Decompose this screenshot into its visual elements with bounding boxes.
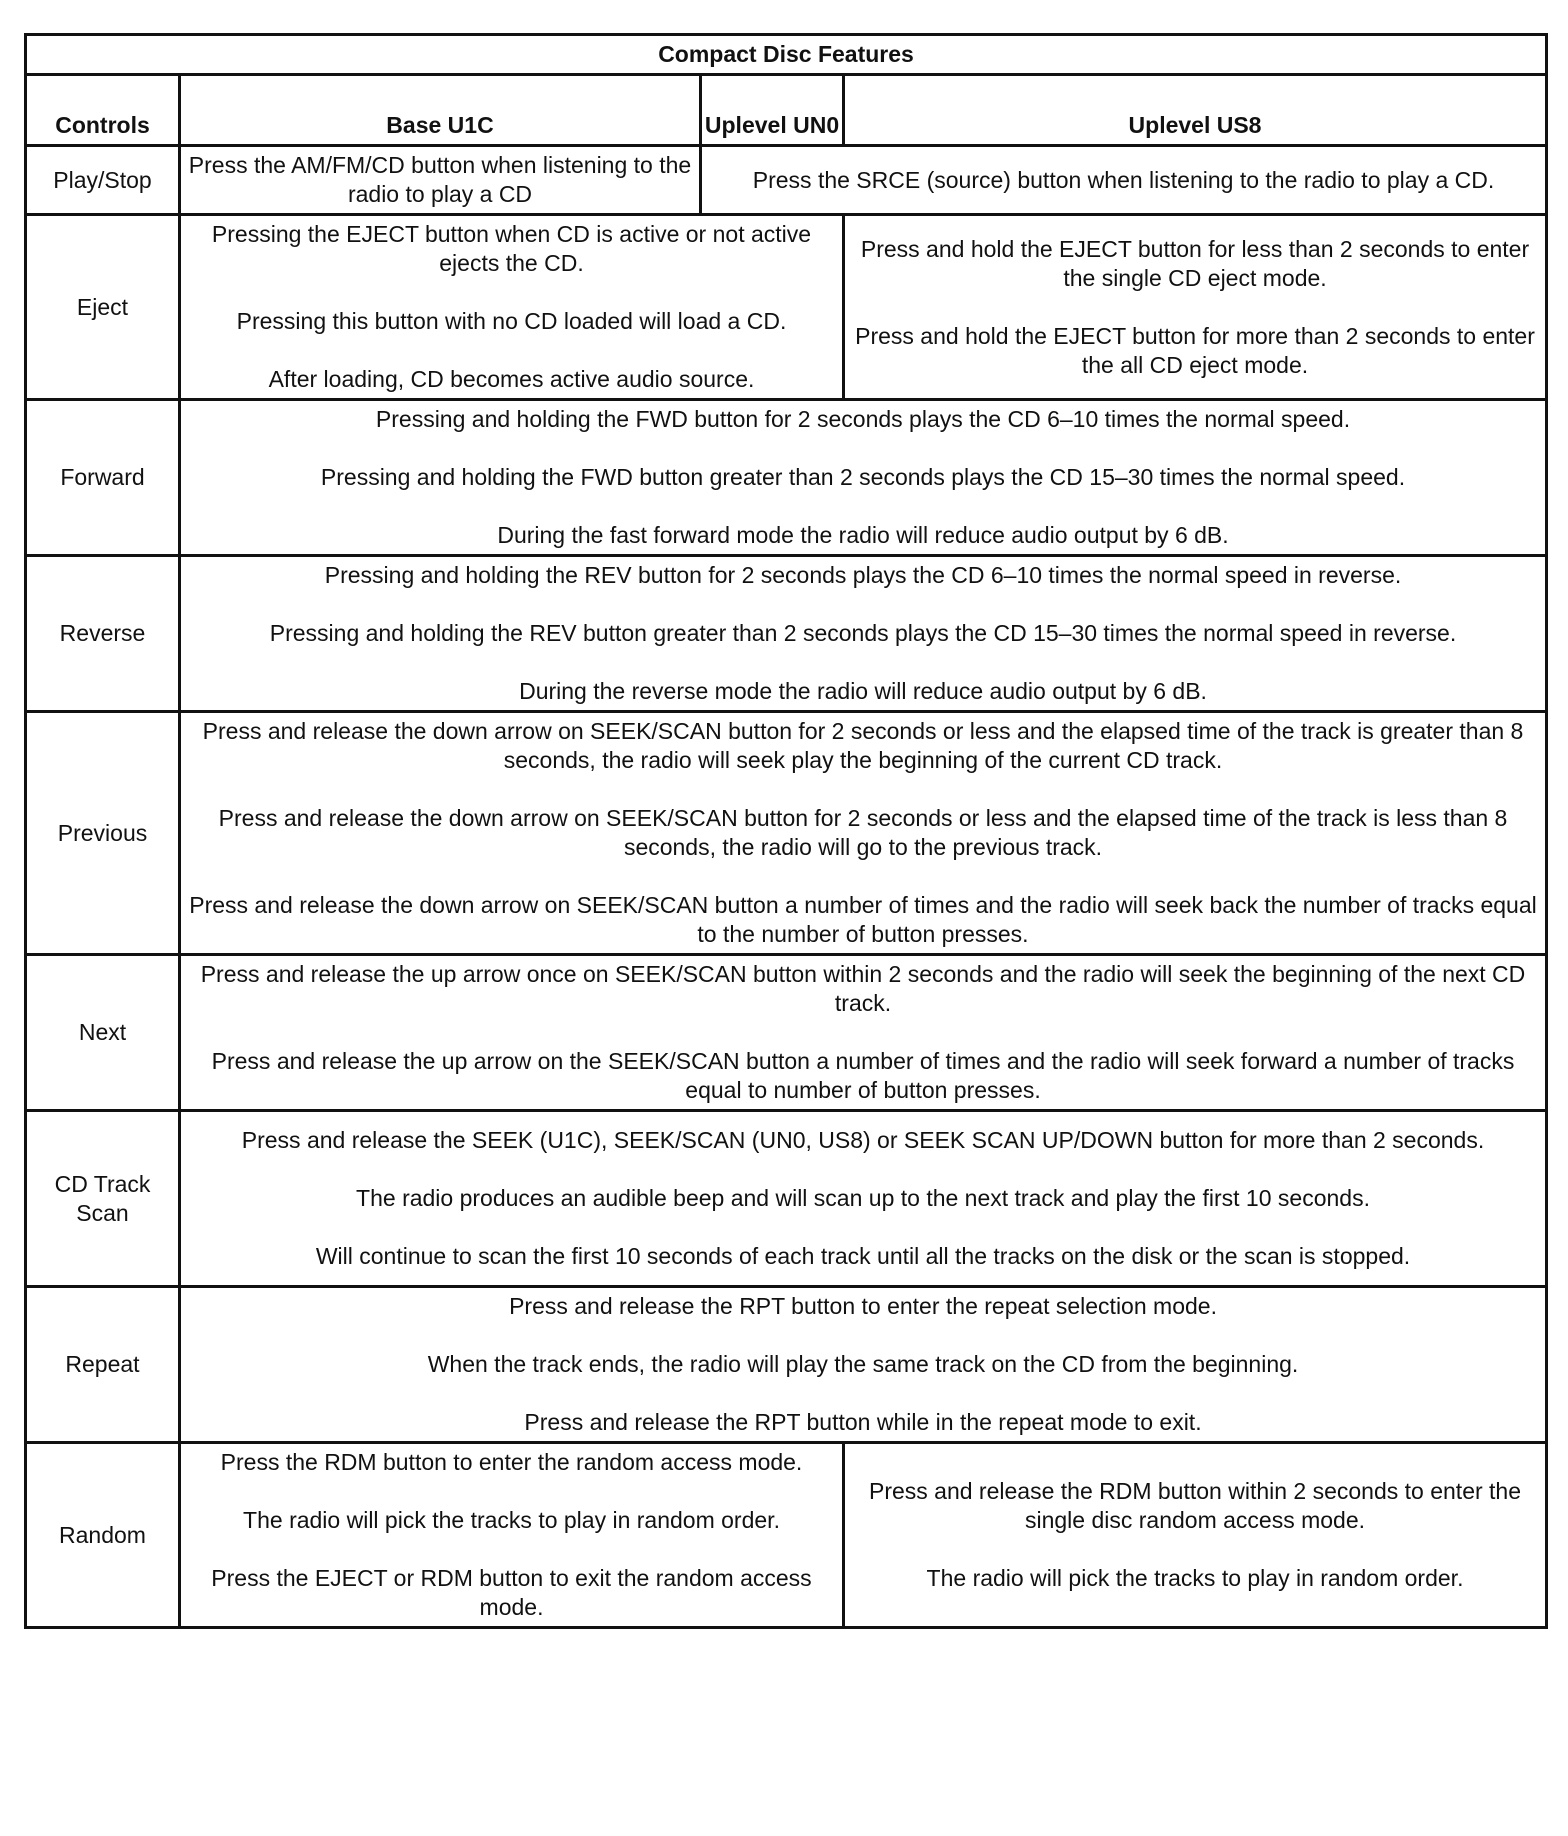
cell-text: The radio will pick the tracks to play in random order. [926, 1565, 1464, 1591]
control-label: Forward [26, 400, 180, 556]
cell-text: Press and release the RPT button to enter the repeat selection mode. [509, 1293, 1217, 1319]
table-row [26, 1111, 1547, 1287]
cell-text: During the fast forward mode the radio will reduce audio output by 6 dB. [497, 522, 1229, 548]
cell-text: Press and release the up arrow on the SEEK/SCAN button a number of times and the radio will seek forward a number of tracks equal to number of button presses. [211, 1048, 1515, 1103]
uplevel-cell [701, 146, 1547, 215]
all-models-cell [180, 955, 1547, 1111]
cell-text: Press and release the up arrow once on SEEK/SCAN button within 2 seconds and the radio will seek the beginning of the next CD track. [200, 961, 1526, 1016]
table-row [26, 1287, 1547, 1443]
header-row [26, 75, 1547, 146]
all-models-cell [180, 1111, 1547, 1287]
base-un0-cell [180, 1443, 844, 1628]
features-table-container [24, 33, 1545, 1629]
control-label: Play/Stop [26, 146, 180, 215]
control-label: Random [26, 1443, 180, 1628]
cell-text: Press and release the RPT button while in the repeat mode to exit. [524, 1409, 1202, 1435]
all-models-cell [180, 556, 1547, 712]
cell-text: Pressing and holding the FWD button for 2 seconds plays the CD 6–10 times the normal speed. [375, 406, 1351, 432]
cell-text: Pressing this button with no CD loaded will load a CD. [236, 308, 787, 334]
control-label: Repeat [26, 1287, 180, 1443]
us8-cell [844, 215, 1547, 400]
cell-text: Press the RDM button to enter the random access mode. [220, 1449, 803, 1475]
cell-text: Press the EJECT or RDM button to exit the random access mode. [211, 1565, 812, 1620]
cell-text: The radio produces an audible beep and will scan up to the next track and play the first 10 seconds. [356, 1185, 1370, 1211]
cell-text: Will continue to scan the first 10 seconds of each track until all the tracks on the disk or the scan is stopped. [315, 1243, 1411, 1269]
control-label: CD Track Scan [26, 1111, 180, 1287]
table-row [26, 215, 1547, 400]
title-row [26, 35, 1547, 75]
cell-text: The radio will pick the tracks to play in random order. [243, 1507, 780, 1533]
control-label: Reverse [26, 556, 180, 712]
header-uplevel-us8: Uplevel US8 [844, 75, 1547, 146]
cell-text: Pressing and holding the FWD button greater than 2 seconds plays the CD 15–30 times the normal speed. [320, 464, 1406, 490]
cell-text: After loading, CD becomes active audio source. [268, 366, 755, 392]
cell-text: Press and release the down arrow on SEEK/SCAN button for 2 seconds or less and the elapsed time of the track is less than 8 seconds, the radio will go to the previous track. [218, 805, 1508, 860]
header-controls: Controls [26, 75, 180, 146]
cell-text: When the track ends, the radio will play the same track on the CD from the beginning. [427, 1351, 1299, 1377]
control-label: Next [26, 955, 180, 1111]
header-uplevel-un0: Uplevel UN0 [701, 75, 844, 146]
base-cell [180, 146, 701, 215]
base-un0-cell [180, 215, 844, 400]
cell-text: During the reverse mode the radio will reduce audio output by 6 dB. [519, 678, 1207, 704]
header-base-u1c: Base U1C [180, 75, 701, 146]
cell-text: Press and release the down arrow on SEEK/SCAN button for 2 seconds or less and the elapsed time of the track is greater than 8 seconds, the radio will seek play the beginning of the current CD track. [202, 718, 1524, 773]
cell-text: Press the AM/FM/CD button when listening to the radio to play a CD [188, 152, 692, 207]
cell-text: Pressing and holding the REV button for 2 seconds plays the CD 6–10 times the normal speed in reverse. [324, 562, 1402, 588]
control-label: Previous [26, 712, 180, 955]
cell-text: Press and hold the EJECT button for less than 2 seconds to enter the single CD eject mode. [860, 235, 1530, 291]
table-row [26, 712, 1547, 955]
cell-text: Press and hold the EJECT button for more than 2 seconds to enter the all CD eject mode. [855, 322, 1535, 378]
all-models-cell [180, 1287, 1547, 1443]
table-title: Compact Disc Features [26, 35, 1547, 75]
us8-cell [844, 1443, 1547, 1628]
table-row [26, 146, 1547, 215]
all-models-cell [180, 712, 1547, 955]
table-row [26, 400, 1547, 556]
table-row [26, 556, 1547, 712]
compact-disc-features-table [24, 33, 1548, 1629]
all-models-cell [180, 400, 1547, 556]
table-row [26, 955, 1547, 1111]
cell-text: Pressing the EJECT button when CD is active or not active ejects the CD. [211, 221, 812, 276]
cell-text: Press and release the SEEK (U1C), SEEK/SCAN (UN0, US8) or SEEK SCAN UP/DOWN button for more than 2 seconds. [241, 1127, 1485, 1153]
control-label: Eject [26, 215, 180, 400]
cell-text: Press the SRCE (source) button when listening to the radio to play a CD. [752, 166, 1495, 193]
cell-text: Press and release the RDM button within 2 seconds to enter the single disc random access mode. [868, 1478, 1522, 1533]
cell-text: Press and release the down arrow on SEEK/SCAN button a number of times and the radio will seek back the number of tracks equal to the number of button presses. [189, 892, 1537, 947]
table-row [26, 1443, 1547, 1628]
cell-text: Pressing and holding the REV button greater than 2 seconds plays the CD 15–30 times the normal speed in reverse. [269, 620, 1457, 646]
